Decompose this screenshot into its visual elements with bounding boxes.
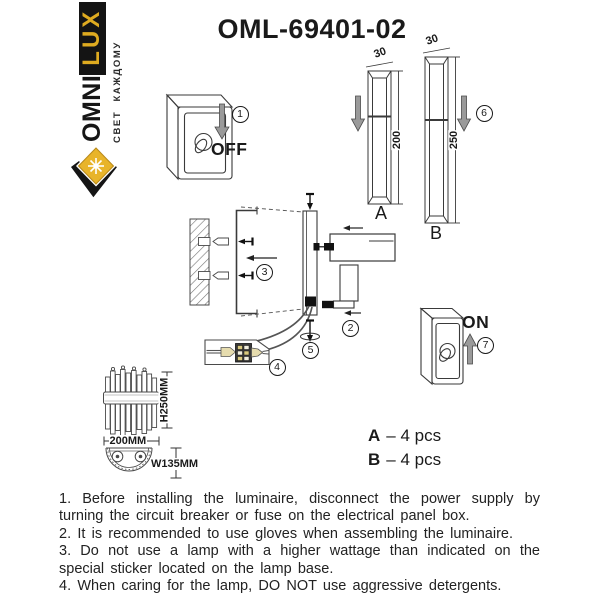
page-title: OML-69401-02 (217, 14, 407, 44)
instruction-line: 4. When caring for the lamp, DO NOT use aggressive detergents. (59, 578, 502, 595)
off-label: OFF (211, 139, 248, 159)
on-switch-drawing (421, 309, 463, 385)
wall-mounting-drawing (190, 207, 303, 318)
brand-logo-mark (75, 146, 116, 190)
rod-b-arrow-down-icon (458, 96, 471, 131)
step-badge-2: 2 (342, 320, 359, 337)
instruction-line: special sticker located on the lamp base. (59, 560, 334, 577)
terminal-block-drawing (205, 340, 269, 365)
part-b-qty: – 4 pcs (386, 450, 442, 469)
step-badge-3: 3 (256, 264, 273, 281)
rod-a-width-dim: 30 (372, 45, 388, 61)
step-badge-7: 7 (477, 337, 494, 354)
rod-b-length-dim: 250 (447, 130, 460, 150)
on-label: ON (462, 312, 490, 332)
rod-a-length-dim: 200 (390, 130, 403, 150)
dim-depth-label: W135MM (151, 458, 199, 470)
canopy-drawing (318, 225, 395, 261)
rod-a-arrow-down-icon (352, 96, 365, 131)
rod-a-label: A (374, 203, 387, 223)
off-arrow-down-icon (215, 104, 229, 139)
instruction-line: 1. Before installing the luminaire, disconnect the power supply by (59, 491, 540, 507)
instructions-block (59, 491, 540, 595)
parts-row-b (368, 448, 441, 472)
step-badge-1: 1 (232, 106, 249, 123)
instruction-line: turning the circuit breaker or fuse on the electrical panel box. (59, 508, 470, 525)
part-a-name: A (368, 426, 381, 445)
dim-width-label: 200MM (109, 435, 147, 447)
step-badge-5: 5 (302, 342, 319, 359)
on-arrow-up-icon (464, 334, 477, 364)
part-a-qty: – 4 pcs (386, 426, 442, 445)
parts-list (368, 424, 441, 472)
driver-drawing (322, 265, 361, 316)
rod-b-label: B (429, 223, 442, 243)
brand-tagline: СВЕТ КАЖДОМУ (111, 41, 123, 143)
rod-b-width-dim: 30 (424, 32, 440, 48)
dim-height-label: H250MM (158, 377, 171, 423)
parts-row-a (368, 424, 441, 448)
brand-lux: LUX (79, 2, 106, 75)
instruction-line: 2. It is recommended to use gloves when assembling the luminaire. (59, 525, 513, 542)
instruction-line: 3. Do not use a lamp with a higher wattage than indicated on the (59, 543, 540, 560)
part-b-name: B (368, 450, 381, 469)
brand-omni: OMNI (77, 74, 106, 142)
step-badge-4: 4 (269, 359, 286, 376)
step-badge-6: 6 (476, 105, 493, 122)
